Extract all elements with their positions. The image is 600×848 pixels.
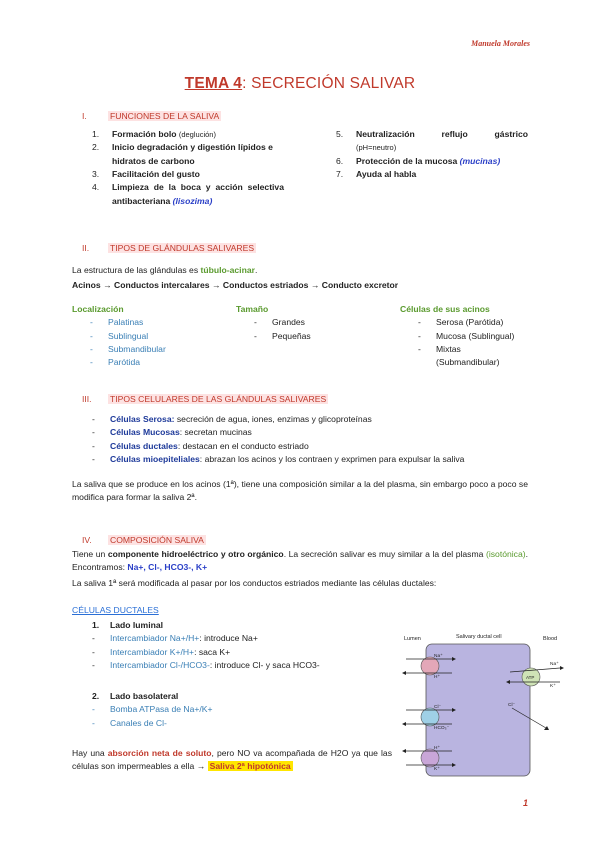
page-number: 1 xyxy=(522,798,528,808)
list-item: - Células Mucosas: secretan mucinas xyxy=(92,426,532,439)
cl-hco3-exchanger xyxy=(421,708,439,726)
na-label: Na⁺ xyxy=(434,654,443,659)
title-prefix: TEMA 4 xyxy=(184,75,243,92)
title-rest: : SECRECIÓN SALIVAR xyxy=(242,75,416,92)
section-number: I. xyxy=(82,111,87,121)
composition-paragraph: Tiene un componente hidroeléctrico y otro orgánico. La secreción salivar es muy similar a la del plasma (isotónica). Encontramos: Na+, Cl-, HCO3-, K+ xyxy=(72,549,529,573)
ductal-cell-diagram xyxy=(400,632,568,778)
list-item: 3. Facilitación del gusto xyxy=(92,168,200,179)
h2-label: H⁺ xyxy=(434,746,440,751)
list-item: 5. Neutralización reflujo gástrico (pH=neutro) xyxy=(336,129,528,153)
list-item: 2. Inicio degradación y digestión lípidos e hidratos de carbono xyxy=(92,142,273,166)
section-4-heading: IV. COMPOSICIÓN SALIVA xyxy=(82,535,204,545)
diagram-lumen-label: Lumen xyxy=(404,636,421,642)
list-item: 6. Protección de la mucosa (mucinas) xyxy=(336,155,501,166)
cl-label: Cl⁻ xyxy=(434,705,442,710)
page-title xyxy=(0,72,600,96)
list-item: 4. Limpieza de la boca y acción selectiva antibacteriana (lisozima) xyxy=(92,182,284,206)
modification-paragraph: La saliva 1ª será modificada al pasar por los conductos estriados mediante las células ductales: xyxy=(72,578,437,588)
cl-out-label: Cl⁻ xyxy=(508,703,516,708)
list-item: - Células Serosa: secreción de agua, iones, enzimas y glicoproteínas xyxy=(92,413,532,426)
ductal-cells-heading: CÉLULAS DUCTALES xyxy=(72,605,159,615)
localizacion-column: Localización - Palatinas - Sublingual - Submandibular - Parótida xyxy=(72,303,166,370)
functions-list-left xyxy=(92,128,284,208)
hco3-label: HCO₃⁻ xyxy=(434,726,450,731)
functions-list-right xyxy=(336,128,528,181)
basolateral-side: 2. Lado basolateral - Bomba ATPasa de Na+/K+ - Canales de Cl- xyxy=(92,690,392,730)
diagram-cell-label: Salivary ductal cell xyxy=(456,634,502,640)
section-title: FUNCIONES DE LA SALIVA xyxy=(110,111,220,121)
list-item: - Células mioepiteliales: abrazan los acinos y los contraen y exprimen para expulsar la saliva xyxy=(92,453,532,466)
luminal-side: 1. Lado luminal - Intercambiador Na+/H+: introduce Na+ - Intercambiador K+/H+: saca K+ - Intercambiador Cl-/HCO3-: introduce Cl- y saca HCO3- xyxy=(92,619,392,672)
section-1-heading xyxy=(82,110,221,123)
celulas-acinos-column: Células de sus acinos - Serosa (Parótida) - Mucosa (Sublingual) - Mixtas (Submandibular) xyxy=(400,303,514,370)
diagram-blood-label: Blood xyxy=(543,636,558,642)
k-label: K⁺ xyxy=(434,767,440,772)
list-item: 1. Formación bolo (deglución) xyxy=(92,129,216,139)
list-item: 7. Ayuda al habla xyxy=(336,168,417,179)
saliva-paragraph: La saliva que se produce en los acinos (1ª), tiene una composición similar a la del plasma, sin embargo poco a poco se modifica para formar la saliva 2ª. xyxy=(72,479,528,503)
conclusion-paragraph: Hay una absorción neta de soluto, pero NO va acompañada de H2O ya que las células son impermeables a ella → Saliva 2ª hipotónica xyxy=(72,748,392,772)
section-3-heading: III. TIPOS CELULARES DE LAS GLÁNDULAS SALIVARES xyxy=(82,394,327,404)
glands-intro: La estructura de las glándulas es túbulo-acinar. xyxy=(72,265,258,275)
tamano-column: Tamaño - Grandes - Pequeñas xyxy=(236,303,311,343)
k-in-label: K⁺ xyxy=(550,684,556,689)
na-out-label: Na⁺ xyxy=(550,662,559,667)
list-item: - Células ductales: destacan en el conducto estriado xyxy=(92,440,532,453)
cell-types-list xyxy=(92,413,532,466)
k-h-exchanger xyxy=(421,749,439,767)
section-2-heading: II. TIPOS DE GLÁNDULAS SALIVARES xyxy=(82,243,255,253)
h-label: H⁺ xyxy=(434,675,440,680)
atp-label: ATP xyxy=(526,675,535,680)
na-h-exchanger xyxy=(421,657,439,675)
duct-chain: Acinos → Conductos intercalares → Conductos estriados → Conducto excretor xyxy=(72,280,399,290)
author-name: Manuela Morales xyxy=(471,39,530,48)
